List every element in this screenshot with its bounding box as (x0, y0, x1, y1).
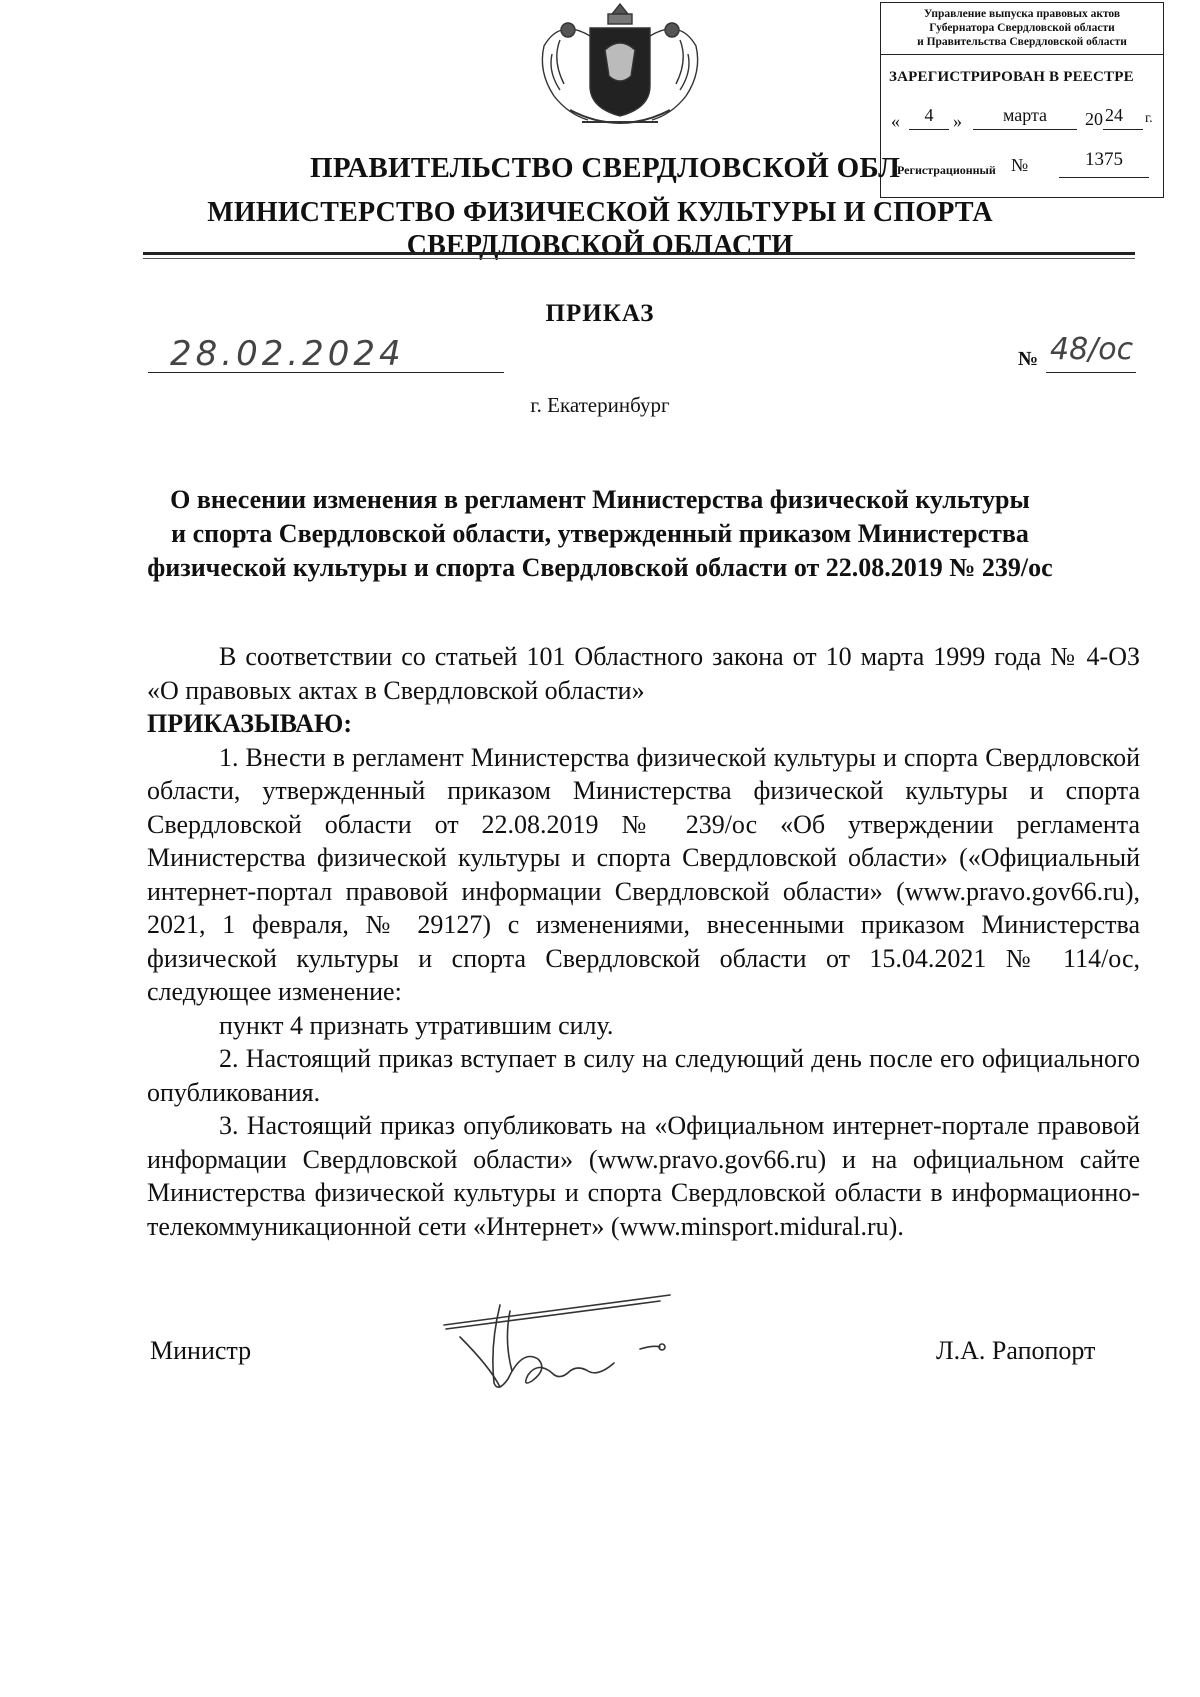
order-date-handwritten: 28.02.2024 (170, 334, 405, 374)
stamp-reg-label: Регистрационный (897, 163, 996, 177)
order-body (147, 640, 1140, 1243)
stamp-close-quote: » (953, 111, 962, 131)
ministry-heading-line: СВЕРДЛОВСКОЙ ОБЛАСТИ (406, 230, 794, 261)
signatory-position: Министр (150, 1336, 252, 1365)
stamp-registered-label: ЗАРЕГИСТРИРОВАН В РЕЕСТРЕ (889, 69, 1134, 85)
stamp-year-prefix: 20 (1085, 109, 1103, 129)
stamp-year-unit: г. (1145, 111, 1153, 126)
order-subject-line: физической культуры и спорта Свердловской области от 22.08.2019 № 239/ос (147, 553, 1053, 582)
stamp-month: марта (1002, 105, 1048, 125)
stamp-date-line (889, 105, 1155, 135)
order-subject-line: О внесении изменения в регламент Министерства физической культуры (170, 485, 1030, 514)
item-1-subparagraph: пункт 4 признать утратившим силу. (219, 1010, 614, 1040)
item-3-paragraph: 3. Настоящий приказ опубликовать на «Официальном интернет-портале правовой информации Свердловской области» (www.pravo.gov66.ru) и на официальном сайте Министерства физической культуры и спорта Свердловской области в информационно-телекоммуникационной сети «Интернет» (www.minsport.midural.ru). (147, 1111, 1140, 1241)
preamble-paragraph: В соответствии со статьей 101 Областного закона от 10 марта 1999 года № 4-ОЗ «О правовых актах в Свердловской области» (147, 642, 1140, 705)
handwritten-signature (440, 1285, 700, 1395)
order-date-underline (148, 372, 504, 373)
item-1-paragraph: 1. Внести в регламент Министерства физической культуры и спорта Свердловской области, утвержденный приказом Министерства физической культуры и спорта Свердловской области от 22.08.2019 № 239/ос «Об утверждении регламента Министерства физической культуры и спорта Свердловской области» («Официальный интернет-портал правовой информации Свердловской области» (www.pravo.gov66.ru), 2021, 1 февраля, № 29127) с изменениями, внесенными приказом Министерства физической культуры и спорта Свердловской области от 15.04.2021 № 114/ос, следующее изменение: (147, 742, 1140, 1006)
coat-of-arms-emblem (530, 0, 710, 140)
header-rule-thin (143, 258, 1135, 259)
registration-stamp (880, 2, 1164, 198)
stamp-header (881, 3, 1163, 55)
city-label: г. Екатеринбург (530, 393, 670, 417)
government-heading: ПРАВИТЕЛЬСТВО СВЕРДЛОВСКОЙ ОБЛ (310, 152, 901, 184)
stamp-header-line: Управление выпуска правовых актов (923, 8, 1121, 20)
order-number-underline (1046, 372, 1136, 373)
stamp-reg-number: 1375 (1085, 149, 1123, 170)
order-subject-line: и спорта Свердловской области, утвержденный приказом Министерства (171, 519, 1029, 548)
order-directive-word: ПРИКАЗЫВАЮ: (147, 709, 352, 738)
item-2-paragraph: 2. Настоящий приказ вступает в силу на следующий день после его официального опубликования. (147, 1044, 1140, 1107)
order-title: ПРИКАЗ (545, 300, 655, 327)
signatory-name: Л.А. Рапопорт (936, 1336, 1096, 1365)
stamp-open-quote: « (891, 111, 900, 131)
stamp-day: 4 (924, 105, 934, 125)
order-number-handwritten: 48/ос (1050, 332, 1134, 367)
stamp-header-line: Губернатора Свердловской области (929, 22, 1115, 34)
stamp-header-line: и Правительства Свердловской области (917, 36, 1127, 48)
order-subject (130, 483, 1070, 585)
stamp-number-sign: № (1011, 155, 1029, 175)
order-number-sign: № (1018, 348, 1039, 370)
ministry-heading-line: МИНИСТЕРСТВО ФИЗИЧЕСКОЙ КУЛЬТУРЫ И СПОРТА (207, 197, 993, 228)
stamp-year-suffix: 24 (1105, 105, 1123, 125)
header-rule (143, 252, 1135, 255)
